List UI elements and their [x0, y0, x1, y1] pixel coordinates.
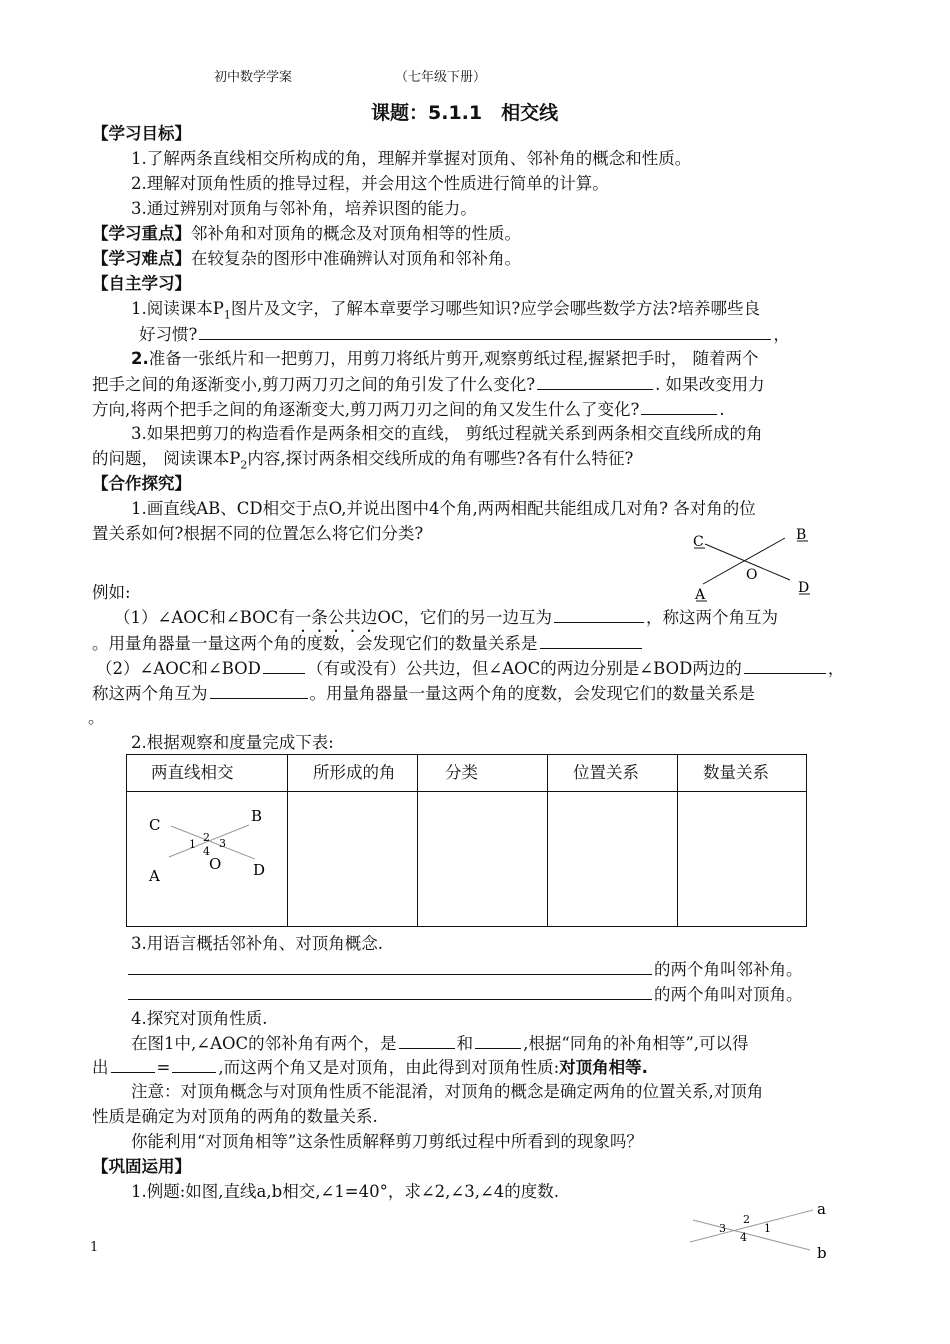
table-label-o: O [209, 855, 222, 873]
coop-p1-line1: 1.画直线AB、CD相交于点O,并说出图中4个角,两两相配共能组成几对角? 各对角的位 [131, 499, 756, 518]
p4-answer-blank-2[interactable] [475, 1031, 521, 1049]
e2-text-d: 称这两个角互为 [92, 684, 208, 703]
label-line-b: b [817, 1244, 827, 1262]
table-header-category: 分类 [445, 763, 478, 782]
self-study-q1-line2 [139, 322, 790, 347]
consolidation-example-1: 1.例题:如图,直线a,b相交,∠1=40°，求∠2,∠3,∠4的度数. [131, 1182, 560, 1201]
p4-text-b2: = [156, 1058, 171, 1077]
q1-text-c: 好习惯? [139, 325, 198, 344]
line-ab [703, 538, 785, 584]
p4-answer-blank-3[interactable] [111, 1055, 155, 1073]
p3-line2-text: 的两个角叫对顶角。 [654, 985, 803, 1004]
table-label-c: C [149, 816, 161, 834]
angle-2-label: 2 [743, 1213, 750, 1226]
label-d: D [798, 580, 810, 596]
q1-text-b: 图片及文字，了解本章要学习哪些知识?应学会哪些数学方法?培养哪些良 [230, 299, 761, 318]
table-label-d: D [253, 861, 266, 879]
difficulty-text: 在较复杂的图形中准确辨认对顶角和邻补角。 [191, 249, 521, 268]
self-study-q2-line2 [92, 372, 765, 397]
goal-item-1: 1.了解两条直线相交所构成的角，理解并掌握对顶角、邻补角的概念和性质。 [131, 149, 692, 168]
header-right: （七年级下册） [395, 70, 487, 85]
label-b: B [796, 527, 807, 543]
q2-text-c: 方向,将两个把手之间的角逐渐变大,剪刀两刀刃之间的角又发生什么了变化? [92, 400, 640, 419]
example-2-line1 [96, 656, 844, 681]
q1-text-a: 1.阅读课本P [131, 299, 224, 318]
observation-table [126, 754, 807, 927]
q3-subscript: 2 [240, 458, 248, 472]
e2-text-b: （有或没有）公共边，但∠AOC的两边分别是∠BOD两边的 [306, 659, 742, 678]
e1-text-c: ，称这两个角互为 [645, 608, 778, 627]
header-left: 初中数学学案 [214, 70, 293, 85]
key-point-label: 【学习重点】 [92, 224, 191, 243]
p4-text-a3: ,根据“同角的补角相等”,可以得 [523, 1034, 749, 1053]
q2-answer-blank-2[interactable] [641, 397, 717, 415]
p4-text-b1: 出 [92, 1058, 109, 1077]
example-1-line2 [92, 631, 644, 656]
table-label-1: 1 [189, 838, 196, 851]
adjacent-definition-blank[interactable] [128, 957, 652, 975]
key-point [92, 222, 521, 246]
angle-4-label: 4 [740, 1231, 747, 1244]
q2-text-b-end: . 如果改变用力 [655, 375, 765, 394]
label-c: C [693, 534, 704, 550]
line-b [693, 1220, 810, 1250]
intersecting-lines-figure [685, 520, 815, 605]
p4-text-a1: 在图1中,∠AOC的邻补角有两个，是 [131, 1034, 397, 1053]
coop-p4-line2 [92, 1055, 648, 1080]
coop-p1-line2: 置关系如何?根据不同的位置怎么将它们分类? [92, 524, 424, 543]
angle-1-label: 1 [764, 1222, 771, 1235]
table-header-position: 位置关系 [573, 763, 639, 782]
q2-text-a: 准备一张纸片和一把剪刀，用剪刀将纸片剪开,观察剪纸过程,握紧把手时， 随着两个 [148, 349, 759, 368]
section-heading-consolidation: 【巩固运用】 [92, 1157, 191, 1176]
key-point-text: 邻补角和对顶角的概念及对顶角相等的性质。 [191, 224, 521, 243]
p4-answer-blank-4[interactable] [172, 1055, 216, 1073]
table-header-intersection: 两直线相交 [151, 763, 234, 782]
p4-answer-blank-1[interactable] [399, 1031, 455, 1049]
self-study-q2-line3 [92, 397, 725, 422]
goal-item-3: 3.通过辨别对顶角与邻补角，培养识图的能力。 [131, 199, 477, 218]
p4-text-a2: 和 [456, 1034, 474, 1053]
coop-p2: 2.根据观察和度量完成下表: [131, 733, 334, 752]
note-line1: 注意：对顶角概念与对顶角性质不能混淆，对顶角的概念是确定两角的位置关系,对顶角 [131, 1082, 764, 1101]
vertical-definition-blank[interactable] [128, 982, 652, 1000]
table-label-a: A [149, 867, 160, 885]
coop-p3: 3.用语言概括邻补角、对顶角概念. [131, 934, 383, 953]
e1-emphasis: 一条公共边 [294, 608, 378, 627]
coop-p3-line1 [128, 957, 803, 982]
q3-text-b2: 内容,探讨两条相交线所成的角有哪些?各有什么特征? [247, 449, 634, 468]
e2-answer-blank-3[interactable] [210, 681, 308, 699]
lines-ab-figure [685, 1196, 835, 1266]
q1-answer-blank[interactable] [199, 322, 771, 340]
coop-p3-line2 [128, 982, 803, 1007]
page-number: 1 [90, 1240, 99, 1255]
q2-number: 2. [131, 349, 149, 368]
e1-answer-blank-2[interactable] [540, 631, 642, 649]
e2-answer-blank-2[interactable] [744, 656, 826, 674]
e1-answer-blank-1[interactable] [554, 605, 644, 623]
table-label-4: 4 [203, 845, 210, 858]
section-heading-goals: 【学习目标】 [92, 124, 191, 143]
q2-answer-blank-1[interactable] [537, 372, 653, 390]
e1-text-d: 。用量角器量一量这两个角的度数，会发现它们的数量关系是 [92, 634, 538, 653]
coop-p4-line1 [131, 1031, 749, 1056]
goal-item-2: 2.理解对顶角性质的推导过程，并会用这个性质进行简单的计算。 [131, 174, 609, 193]
section-heading-self-study: 【自主学习】 [92, 274, 191, 293]
note-line2: 性质是确定为对顶角的两角的数量关系. [92, 1107, 378, 1126]
q1-subscript: 1 [223, 308, 231, 322]
self-study-q3-line1: 3.如果把剪刀的构造看作是两条相交的直线， 剪纸过程就关系到两条相交直线所成的角 [131, 424, 763, 443]
self-study-q2-line1 [131, 347, 759, 371]
example-2-line2 [92, 681, 755, 706]
q3-text-b1: 的问题， 阅读课本P [92, 449, 241, 468]
e2-answer-blank-1[interactable] [263, 656, 305, 674]
label-a: A [695, 587, 706, 603]
coop-p4: 4.探究对顶角性质. [131, 1009, 268, 1028]
p4-text-b3: ,而这两个角又是对顶角，由此得到对顶角性质: [218, 1058, 560, 1077]
table-label-b: B [251, 807, 263, 825]
section-heading-cooperation: 【合作探究】 [92, 474, 191, 493]
example-2-line3: 。 [88, 708, 105, 727]
e2-text-e: 。用量角器量一量这两个角的度数，会发现它们的数量关系是 [309, 684, 755, 703]
e1-text-b: OC，它们的另一边互为 [377, 608, 552, 627]
label-line-a: a [817, 1200, 826, 1218]
q1-text-end: ， [773, 325, 790, 344]
table-header-angles: 所形成的角 [313, 763, 396, 782]
example-label: 例如: [92, 583, 131, 602]
coop-question: 你能利用“对顶角相等”这条性质解释剪刀剪纸过程中所看到的现象吗？ [131, 1132, 643, 1151]
angle-3-label: 3 [719, 1222, 726, 1235]
page-title: 课题：5.1.1 相交线 [371, 102, 559, 124]
q2-text-b: 把手之间的角逐渐变小,剪刀两刀刃之间的角引发了什么变化? [92, 375, 536, 394]
table-label-3: 3 [219, 837, 226, 850]
difficulty-label: 【学习难点】 [92, 249, 191, 268]
label-o: O [746, 567, 758, 583]
difficulty [92, 247, 521, 271]
e2-text-a: （2）∠AOC和∠BOD [96, 659, 261, 678]
line-a [690, 1210, 813, 1242]
p3-line1-text: 的两个角叫邻补角。 [654, 960, 803, 979]
table-header-quantity: 数量关系 [703, 763, 769, 782]
p4-conclusion: 对顶角相等. [559, 1058, 648, 1077]
table-label-2: 2 [203, 831, 210, 844]
e2-text-c: ， [827, 659, 845, 678]
q2-text-c-end: . [719, 400, 725, 419]
e1-text-a: （1）∠AOC和∠BOC有 [114, 608, 295, 627]
table-intersection-figure [137, 799, 282, 889]
